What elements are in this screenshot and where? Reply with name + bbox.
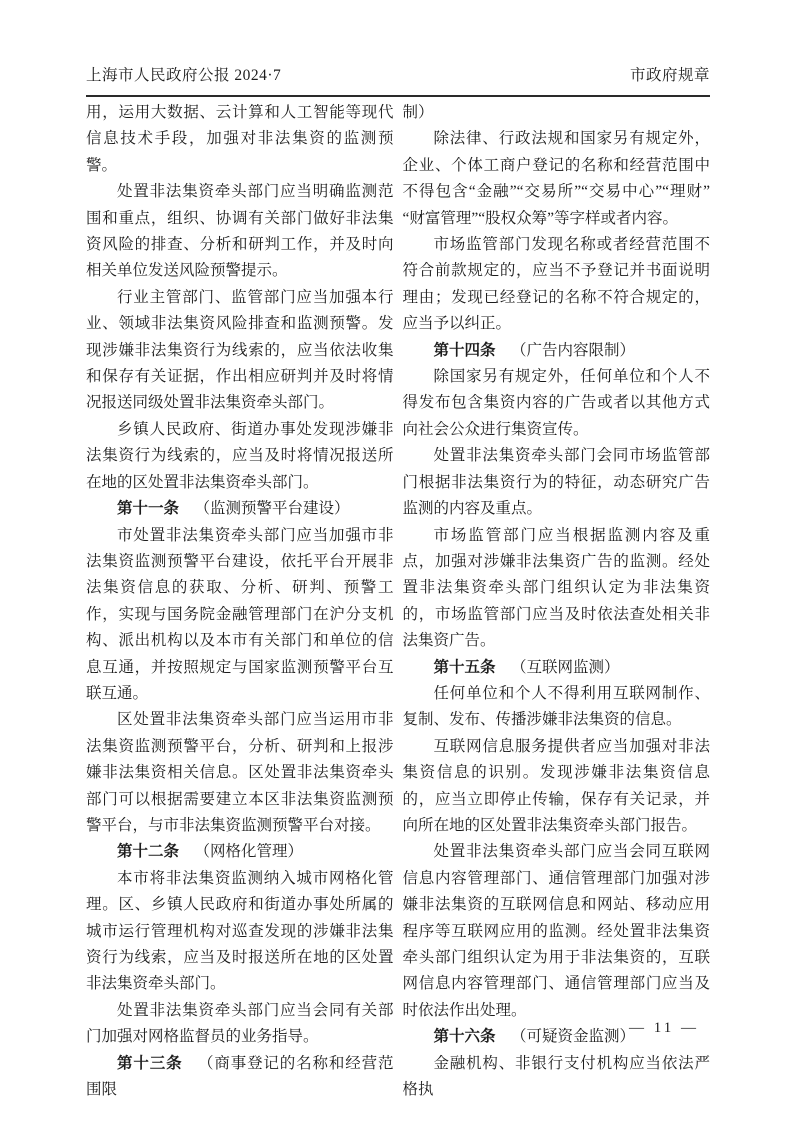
left-column [86, 100, 394, 1103]
paragraph: 市场监管部门应当根据监测内容及重点，加强对涉嫌非法集资广告的监测。经处置非法集资牵头部门组织认定为非法集资的，市场监管部门应当及时依法查处相关非法集资广告。 [402, 526, 710, 650]
right-column [403, 100, 711, 1103]
article-number: 第十二条 [117, 843, 180, 861]
article-number: 第十一条 [117, 500, 180, 518]
paragraph: 处置非法集资牵头部门应当会同互联网信息内容管理部门、通信管理部门加强对涉嫌非法集资的互联网信息和网站、移动应用程序等互联网应用的监测。经处置非法集资牵头部门组织认定为用于非法集资的，互联网信息内容管理部门、通信管理部门应当及时依法作出处理。 [402, 843, 710, 1019]
paragraph: 任何单位和个人不得利用互联网制作、复制、发布、传播涉嫌非法集资的信息。 [402, 684, 710, 729]
content-columns [86, 100, 710, 1103]
article-number: 第十六条 [433, 1028, 496, 1046]
article-number: 第十五条 [433, 658, 496, 676]
paragraph: 行业主管部门、监管部门应当加强本行业、领域非法集资风险排查和监测预警。发现涉嫌非法集资行为线索的，应当依法收集和保存有关证据，作出相应研判并及时将情况报送同级处置非法集资牵头部门。 [86, 288, 394, 412]
paragraph: 市处置非法集资牵头部门应当加强市非法集资监测预警平台建设，依托平台开展非法集资信息的获取、分析、研判、预警工作，实现与国务院金融管理部门在沪分支机构、派出机构以及本市有关部门和单位的信息互通，并按照规定与国家监测预警平台互联互通。 [86, 526, 394, 702]
article-heading [86, 1051, 394, 1104]
article-heading [403, 655, 711, 681]
article-title: （监测预警平台建设） [194, 500, 350, 518]
article-heading [403, 338, 711, 364]
article-number: 第十三条 [117, 1054, 183, 1072]
article-number: 第十四条 [433, 341, 496, 359]
article-title: （可疑资金监测） [511, 1028, 636, 1046]
page-header [86, 63, 710, 85]
paragraph: 本市将非法集资监测纳入城市网格化管理。区、乡镇人民政府和街道办事处所属的城市运行管理机构对巡查发现的涉嫌非法集资行为线索，应当及时报送所在地的区处置非法集资牵头部门。 [86, 869, 394, 993]
article-title: （互联网监测） [511, 658, 620, 676]
header-section-label: 市政府规章 [629, 67, 710, 84]
article-title: （广告内容限制） [511, 341, 636, 359]
article-heading [86, 496, 394, 522]
paragraph: 处置非法集资牵头部门应当会同有关部门加强对网格监督员的业务指导。 [86, 1001, 394, 1046]
paragraph: 除法律、行政法规和国家另有规定外，企业、个体工商户登记的名称和经营范围中不得包含“金融”“交易所”“交易中心”“理财”“财富管理”“股权众筹”等字样或者内容。 [402, 130, 710, 227]
paragraph: 乡镇人民政府、街道办事处发现涉嫌非法集资行为线索的，应当及时将情况报送所在地的区处置非法集资牵头部门。 [86, 420, 394, 491]
paragraph: 处置非法集资牵头部门应当明确监测范围和重点，组织、协调有关部门做好非法集资风险的排查、分析和研判工作，并及时向相关单位发送风险预警提示。 [86, 183, 394, 280]
paragraph: 用，运用大数据、云计算和人工智能等现代信息技术手段，加强对非法集资的监测预警。 [86, 104, 394, 174]
header-gazette-title: 上海市人民政府公报 2024·7 [86, 67, 282, 84]
paragraph: 区处置非法集资牵头部门应当运用市非法集资监测预警平台，分析、研判和上报涉嫌非法集资相关信息。区处置非法集资牵头部门可以根据需要建立本区非法集资监测预警平台，与市非法集资监测预警平台对接。 [86, 711, 394, 834]
article-title: （商事登记的名称和经营范围限 [86, 1054, 394, 1099]
header-rule [86, 95, 710, 97]
paragraph: 互联网信息服务提供者应当加强对非法集资信息的识别。发现涉嫌非法集资信息的，应当立即停止传输，保存有关记录，并向所在地的区处置非法集资牵头部门报告。 [402, 737, 710, 834]
paragraph: 处置非法集资牵头部门会同市场监管部门根据非法集资行为的特征，动态研究广告监测的内容及重点。 [402, 447, 710, 518]
paragraph: 市场监管部门发现名称或者经营范围不符合前款规定的，应当不予登记并书面说明理由；发现已经登记的名称不符合规定的，应当予以纠正。 [402, 236, 710, 333]
article-title: （网格化管理） [194, 843, 304, 861]
page-number: — 11 — [629, 1020, 699, 1036]
paragraph: 金融机构、非银行支付机构应当依法严格执 [402, 1054, 710, 1099]
paragraph: 除国家另有规定外，任何单位和个人不得发布包含集资内容的广告或者以其他方式向社会公众进行集资宣传。 [402, 368, 710, 438]
article-heading [86, 839, 394, 865]
paragraph: 制） [402, 104, 434, 121]
